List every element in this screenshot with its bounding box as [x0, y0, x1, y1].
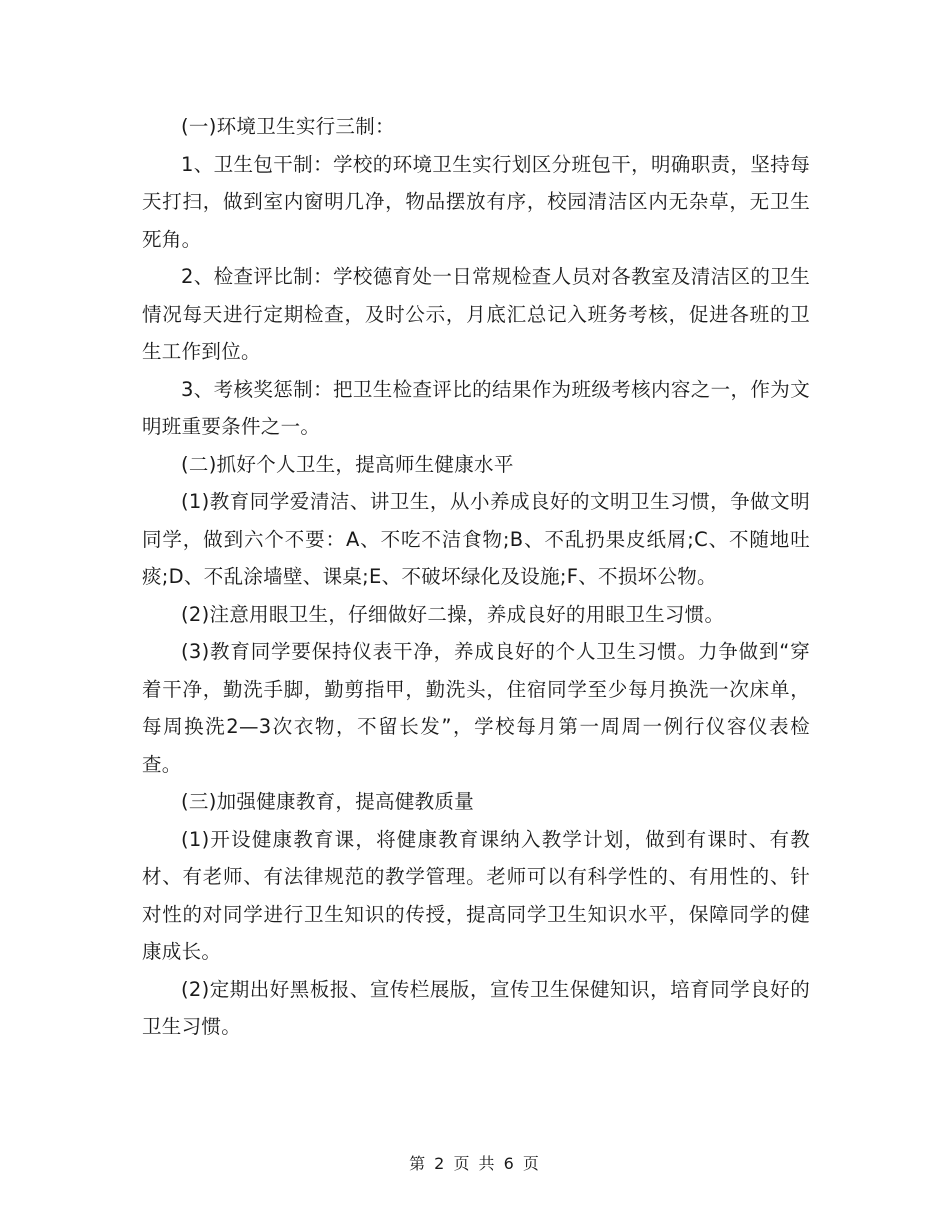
- paragraph-assessment-reward: 3、考核奖惩制：把卫生检查评比的结果作为班级考核内容之一，作为文明班重要条件之一。: [142, 377, 810, 438]
- document-body: [142, 108, 810, 1046]
- section-heading-environment: (一)环境卫生实行三制：: [181, 115, 395, 138]
- page-number: 第 2 页 共 6 页: [409, 1154, 541, 1173]
- paragraph-six-donts: (1)教育同学爱清洁、讲卫生，从小养成良好的文明卫生习惯，争做文明同学，做到六个不要：A、不吃不洁食物;B、不乱扔果皮纸屑;C、不随地吐痰;D、不乱涂墙壁、课桌;E、不破坏绿化及设施;F、不损坏公物。: [142, 490, 810, 588]
- page-footer: [0, 1151, 950, 1174]
- paragraph-health-course: (1)开设健康教育课，将健康教育课纳入教学计划，做到有课时、有教材、有老师、有法律规范的教学管理。老师可以有科学性的、有用性的、针对性的对同学进行卫生知识的传授，提高同学卫生知识水平，保障同学的健康成长。: [142, 827, 810, 963]
- paragraph-blackboard: (2)定期出好黑板报、宣传栏展版，宣传卫生保健知识，培育同学良好的卫生习惯。: [142, 977, 810, 1038]
- section-heading-personal-hygiene: (二)抓好个人卫生，提高师生健康水平: [181, 452, 514, 476]
- paragraph-eye-hygiene: (2)注意用眼卫生，仔细做好二操，养成良好的用眼卫生习惯。: [181, 602, 725, 626]
- paragraph-appearance: (3)教育同学要保持仪表干净，养成良好的个人卫生习惯。力争做到“穿着干净，勤洗手脚，勤剪指甲，勤洗头，住宿同学至少每月换洗一次床单，每周换洗2—3次衣物，不留长发”，学校每月第一周周一例行仪容仪表检查。: [142, 640, 810, 776]
- paragraph-inspection-evaluation: 2、检查评比制：学校德育处一日常规检查人员对各教室及清洁区的卫生情况每天进行定期检查，及时公示，月底汇总记入班务考核，促进各班的卫生工作到位。: [142, 265, 810, 363]
- section-heading-health-education: (三)加强健康教育，提高健教质量: [181, 790, 475, 813]
- paragraph-sanitation-responsibility: 1、卫生包干制：学校的环境卫生实行划区分班包干，明确职责，坚持每天打扫，做到室内窗明几净，物品摆放有序，校园清洁区内无杂草，无卫生死角。: [142, 152, 810, 251]
